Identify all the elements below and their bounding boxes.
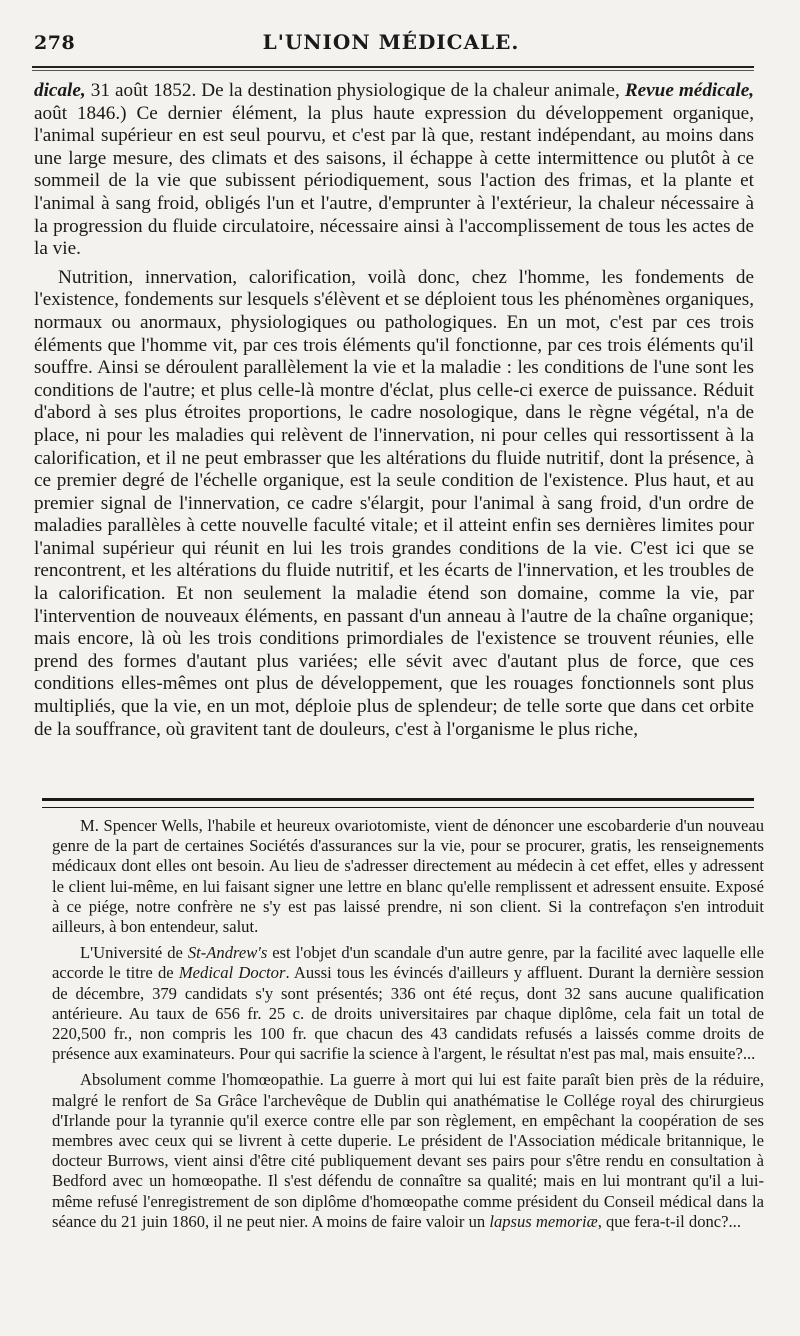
paragraph-1 [34,80,754,261]
note-2-italic-title: Medical Doctor [178,963,286,983]
page-number: 278 [34,32,76,54]
main-text [34,80,754,747]
note-2-text-3: . Aussi tous les évincés d'ailleurs y affluent. Durant la dernière session de décembre, 379 candidats s'y sont présentés; 336 ont été reçus, dont 32 sans aucune qualification antérieure. Au taux de 656 fr. 25 c. de droits universitaires par chaque diplôme, cela fait un total de 220,500 fr., non compris les 100 fr. que chacun des 43 candidats refusés a laissés comme droits de présence aux examinateurs. Pour qui sacrifie la science à l'argent, le résultat n'est pas mal, mais ensuite?... [52,963,764,1064]
note-3-text-2: , que fera-t-il donc?... [597,1211,741,1231]
note-2-italic-university: St-Andrew's [187,943,268,963]
paragraph-2: Nutrition, innervation, calorification, voilà donc, chez l'homme, les fondements de l'existence, fondements sur lesquels s'élèvent et se déploient tous les phénomènes organiques, normaux ou anormaux, physiologiques ou pathologiques. En un mot, c'est par ces trois éléments que l'homme vit, par ces trois éléments qu'il fonctionne, par ces trois éléments qu'il souffre. Ainsi se déroulent parallèlement la vie et la maladie : les conditions de l'une sont les conditions de l'autre; et plus celle-là montre d'éclat, plus celle-ci exerce de puissance. Réduit d'abord à ses plus étroites proportions, le cadre nosologique, dans le règne végétal, n'a de place, ni pour les maladies qui relèvent de l'innervation, ni pour celles qui ressortissent à la calorification, et il ne peut embrasser que les altérations du fluide nutritif, dont la présence, à ce premier degré de l'échelle organique, est la seule condition de l'existence. Plus haut, et au premier signal de l'innervation, ce cadre s'élargit, pour l'animal à sang froid, d'un ordre de maladies parallèles à cette nouvelle faculté vitale; et il atteint enfin ses dernières limites pour l'animal supérieur qui réunit en lui les trois grandes conditions de la vie. C'est ici que se rencontrent, et les altérations du fluide nutritif, et les écarts de l'innervation, et les troubles de la calorification. Et non seulement la maladie étend son domaine, comme la vie, par l'intervention de nouveaux éléments, en passant d'un anneau à l'autre de la chaîne organique; mais encore, là où les trois conditions primordiales de l'existence se trouvent réunies, elle prend des formes d'autant plus variées; elle sévit avec d'autant plus de force, que ces conditions elles-mêmes ont plus de développement, que les rouages fonctionnels sont plus multipliés, que la vie, en un mot, déploie plus de splendeur; de telle sorte que dans cet orbite de la souffrance, où gravitent tant de douleurs, c'est à l'organisme le plus riche, [34,266,754,740]
note-2-text-2: est l'objet d'un scandale d'un autre genre, par la facilité avec laquelle elle accorde le titre de [52,943,764,983]
news-notes [52,816,764,1238]
footnote-separator [42,798,754,808]
p1-text-1: 31 août 1852. De la destination physiologique de la chaleur animale, [85,80,625,101]
note-3-text-1: Absolument comme l'homœopathie. La guerre à mort qui lui est faite paraît bien près de la réduire, malgré le renfort de Sa Grâce l'archevêque de Dublin qui anathématise le Collége royal des chirurgieus d'Irlande pour la tyrannie qu'il exerce contre elle par son règlement, en empêchant la coopération de ses membres avec ceux qui se livrent à cette duperie. Le président de l'Association médicale britannique, le docteur Burrows, vient ainsi d'être cité publiquement devant ses pairs pour s'être rendu en consultation à Bedford avec un homœopathe. Il s'est défendu de connaître sa qualité; mais en lui montrant qu'il a lui-même refusé l'enregistrement de son diplôme d'homœopathe comme président du Conseil médical dans la séance du 21 juin 1860, il ne peut nier. A moins de faire valoir un [52,1070,764,1231]
p1-text-2: août 1846.) Ce dernier élément, la plus haute expression du développement organique, l'animal supérieur en est seul pourvu, et c'est par là que, restant indépendant, au moins dans une large mesure, des climats et des saisons, il échappe à cette intermittence ou plutôt à ce sommeil de la vie que subissent périodiquement, sous l'action des frimas, et la plante et l'animal à sang froid, obligés l'un et l'autre, d'emprunter à l'extérieur, la chaleur nécessaire à la progression du fluide circulatoire, nécessaire ainsi à l'accomplissement de tous les actes de la vie. [34,102,754,260]
note-1: M. Spencer Wells, l'habile et heureux ovariotomiste, vient de dénoncer une escobarderie d'un nouveau genre de la part de certaines Sociétés d'assurances sur la vie, pour se procurer, gratis, les renseignements médicaux dont elles ont besoin. Au lieu de s'adresser directement au médecin à cet effet, elles y adressent le client lui-même, en lui faisant signer une lettre en blanc qu'elle remplissent et adressent ensuite. Exposé à ce piége, notre confrère ne s'y est pas laissé prendre, ni son client. Si la contrefaçon s'en introduit ailleurs, à bon entendeur, salut. [52,816,764,937]
note-2 [52,943,764,1064]
note-3 [52,1070,764,1232]
note-2-text-1: L'Université de [80,943,188,963]
p1-italic-start: dicale, [34,80,86,101]
header-rule [32,66,754,71]
running-title: L'UNION MÉDICALE. [262,30,520,54]
note-3-italic-phrase: lapsus memoriæ [489,1211,598,1231]
p1-italic-journal: Revue médicale, [624,80,755,101]
page-header [30,28,752,62]
